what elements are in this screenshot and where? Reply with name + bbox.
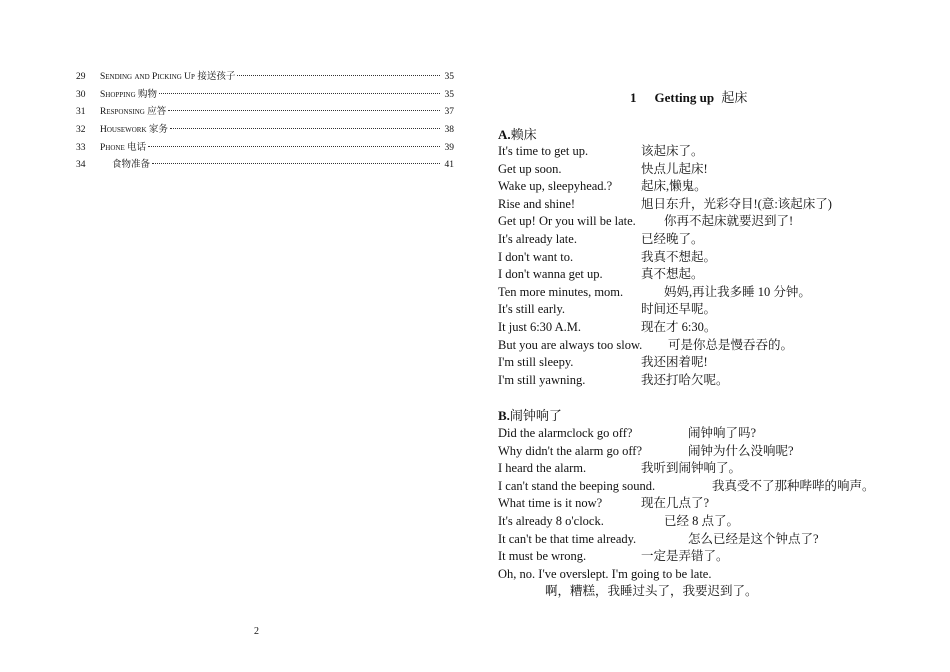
phrase-en: It's already late. [498, 232, 577, 246]
phrase-zh: 怎么已经是这个钟点了? [688, 531, 819, 546]
phrase-line [498, 284, 811, 302]
phrase-line [498, 372, 729, 390]
toc-leader [237, 75, 440, 76]
phrase-zh: 现在几点了? [641, 496, 710, 511]
section-label: A. [498, 127, 511, 142]
phrase-line [498, 266, 704, 284]
toc-number: 30 [76, 89, 86, 100]
phrase-line [498, 337, 794, 355]
phrase-en: Get up soon. [498, 161, 562, 176]
phrase-line [498, 460, 742, 478]
phrase-en: Get up! Or you will be late. [498, 214, 636, 229]
toc-page: 39 [444, 142, 454, 153]
phrase-zh: 快点儿起床! [641, 161, 708, 176]
phrase-line [498, 231, 704, 249]
phrase-en: I don't want to. [498, 249, 574, 264]
phrase-en: I'm still yawning. [498, 372, 586, 387]
phrase-line [498, 143, 704, 161]
phrase-line [498, 249, 717, 267]
phrase-en: Wake up, sleepyhead.? [498, 179, 613, 194]
toc-leader [168, 110, 440, 111]
phrase-en: It's already 8 o'clock. [498, 514, 604, 528]
phrase-zh: 真不想起。 [641, 267, 704, 282]
phrase-en: But you are always too slow. [498, 337, 643, 352]
toc-title: Phone 电话 [100, 142, 147, 153]
phrase-line [498, 354, 708, 372]
page-number: 2 [254, 626, 259, 637]
section-b-heading [498, 405, 562, 424]
phrase-zh: 啊，糟糕，我睡过头了，我要迟到了。 [545, 584, 758, 599]
phrase-en: I can't stand the beeping sound. [498, 478, 656, 493]
phrase-line [498, 548, 729, 566]
phrase-en: Ten more minutes, mom. [498, 284, 624, 299]
section-label: B. [498, 408, 510, 423]
section-a-heading [498, 124, 537, 143]
toc-number: 33 [76, 142, 86, 153]
phrase-zh: 我真受不了那种哔哔的响声。 [712, 478, 875, 493]
phrase-line [498, 319, 717, 337]
chapter-number: 1 [630, 90, 637, 105]
phrase-en: It's time to get up. [498, 144, 589, 158]
toc-entry[interactable] [76, 157, 454, 175]
phrase-line [498, 531, 819, 549]
phrase-en: What time is it now? [498, 496, 603, 511]
chapter-title-zh: 起床 [721, 90, 748, 105]
toc-leader [148, 146, 440, 147]
toc-number: 29 [76, 72, 86, 82]
toc-entry[interactable] [76, 104, 454, 122]
toc-title: Housework 家务 [100, 125, 168, 136]
toc-leader [152, 163, 440, 164]
toc-title: Responsing 应答 [100, 107, 167, 118]
phrase-line [498, 425, 757, 443]
toc-number: 31 [76, 107, 86, 118]
phrase-en: Oh, no. I've overslept. I'm going to be late. [498, 566, 712, 581]
phrase-line [498, 161, 708, 179]
toc-page: 35 [444, 72, 454, 82]
toc-page: 35 [444, 89, 454, 100]
toc-title: Sending and Picking Up 接送孩子 [100, 72, 236, 82]
phrase-zh: 我真不想起。 [641, 249, 717, 264]
phrase-en: I heard the alarm. [498, 461, 587, 476]
phrase-zh: 现在才 6:30。 [641, 320, 717, 334]
toc-entry[interactable] [76, 140, 454, 158]
section-title: 赖床 [510, 127, 537, 142]
chapter-title-en: Getting up [654, 90, 715, 105]
table-of-contents [76, 69, 454, 175]
phrase-zh: 闹钟为什么没响呢? [688, 443, 794, 458]
phrase-zh: 你再不起床就要迟到了! [664, 214, 794, 229]
phrase-zh: 时间还早呢。 [641, 302, 717, 317]
phrase-en: Why didn't the alarm go off? [498, 443, 642, 458]
phrase-en: It's still early. [498, 302, 566, 317]
phrase-zh: 一定是弄错了。 [641, 549, 729, 564]
toc-entry[interactable] [76, 69, 454, 87]
phrase-zh: 我听到闹钟响了。 [641, 461, 742, 476]
phrase-en: I don't wanna get up. [498, 267, 603, 282]
phrase-zh: 闹钟响了吗? [688, 426, 757, 440]
phrase-zh: 我还困着呢! [641, 355, 708, 370]
phrase-line [498, 478, 875, 496]
phrase-line [498, 566, 711, 584]
phrase-line [498, 495, 710, 513]
toc-number: 34 [76, 160, 86, 171]
phrase-line [498, 513, 740, 531]
phrase-en: Did the alarmclock go off? [498, 426, 633, 440]
phrase-zh: 已经 8 点了。 [664, 514, 740, 528]
toc-title: Shopping 购物 [100, 89, 158, 100]
section-title: 闹钟响了 [509, 408, 562, 423]
phrase-en: Rise and shine! [498, 196, 576, 211]
phrase-zh: 我还打哈欠呢。 [641, 372, 729, 387]
phrase-en: I'm still sleepy. [498, 355, 574, 370]
toc-entry[interactable] [76, 122, 454, 140]
phrase-line [498, 213, 794, 231]
toc-entry[interactable] [76, 87, 454, 105]
toc-leader [170, 128, 440, 129]
phrase-zh: 已经晚了。 [641, 232, 704, 246]
phrase-zh: 旭日东升，光彩夺目!(意:该起床了) [641, 196, 832, 211]
phrase-en: It must be wrong. [498, 549, 587, 564]
phrase-line [498, 196, 832, 214]
phrase-zh: 该起床了。 [641, 144, 704, 158]
chapter-heading [630, 87, 747, 106]
phrase-en: It just 6:30 A.M. [498, 320, 581, 334]
toc-page: 37 [444, 107, 454, 118]
phrase-en: It can't be that time already. [498, 531, 637, 546]
phrase-zh: 妈妈,再让我多睡 10 分钟。 [664, 284, 811, 299]
phrase-zh: 起床,懒鬼。 [641, 179, 707, 194]
toc-leader [159, 93, 440, 94]
phrase-line [498, 301, 717, 319]
toc-page: 41 [444, 160, 454, 171]
phrase-line [498, 178, 707, 196]
toc-page: 38 [444, 125, 454, 136]
phrase-line [498, 443, 794, 461]
phrase-zh: 可是你总是慢吞吞的。 [668, 337, 794, 352]
toc-number: 32 [76, 125, 86, 136]
toc-title: 食物准备 [112, 160, 151, 171]
